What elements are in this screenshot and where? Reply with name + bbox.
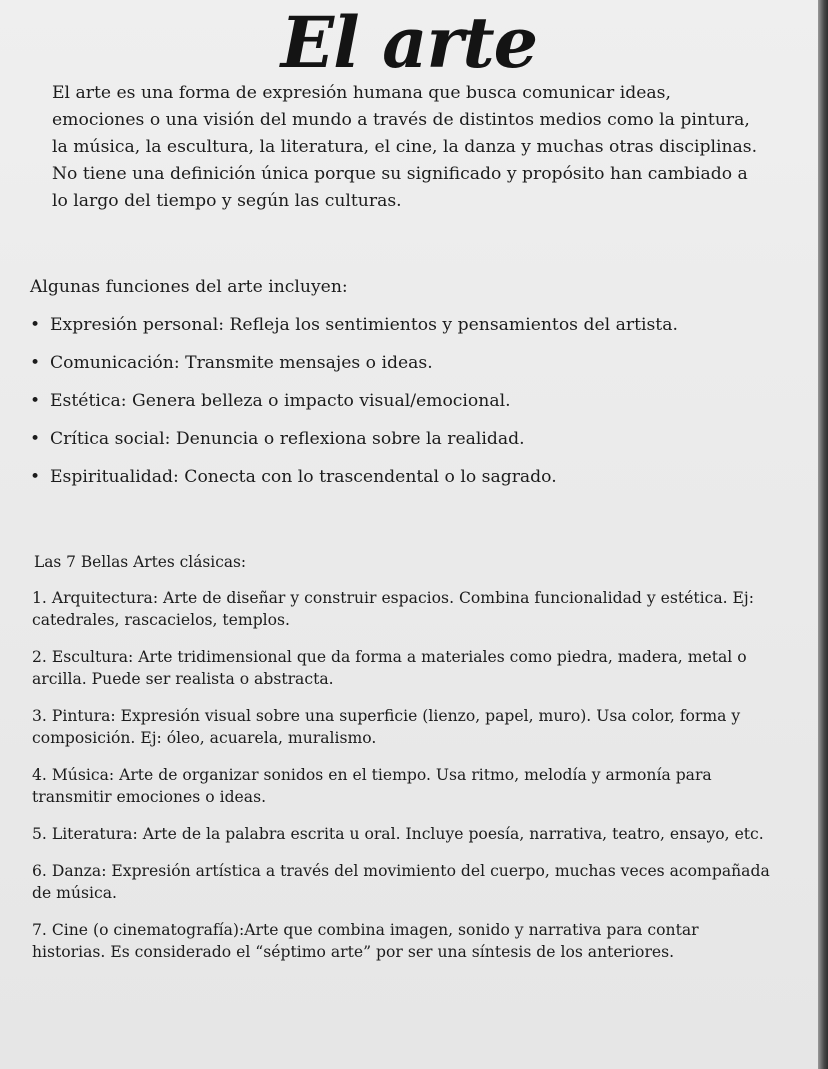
list-item: 1. Arquitectura: Arte de diseñar y construir espacios. Combina funcionalidad y estética. Ej: catedrales, rascacielos, templos. [32,589,755,629]
bullet-icon: • [30,315,41,335]
list-item: 3. Pintura: Expresión visual sobre una superficie (lienzo, papel, muro). Usa color, forma y composición. Ej: óleo, acuarela, muralismo. [32,707,741,747]
fine-arts-heading: Las 7 Bellas Artes clásicas: [34,553,247,571]
bullet-icon: • [30,467,41,487]
list-item: • Comunicación: Transmite mensajes o ideas. [30,353,433,373]
list-item: • Espiritualidad: Conecta con lo trascendental o lo sagrado. [30,467,557,487]
functions-list [30,313,770,503]
functions-heading: Algunas funciones del arte incluyen: [30,277,348,297]
list-item: 2. Escultura: Arte tridimensional que da forma a materiales como piedra, madera, metal o arcilla. Puede ser realista o abstracta. [32,648,747,688]
list-item: 6. Danza: Expresión artística a través del movimiento del cuerpo, muchas veces acompañada de música. [32,862,770,902]
intro-paragraph: El arte es una forma de expresión humana que busca comunicar ideas, emociones o una visión del mundo a través de distintos medios como la pintura, la música, la escultura, la literatura, el cine, la danza y muchas otras disciplinas. No tiene una definición única porque su significado y propósito han cambiado a lo largo del tiempo y según las culturas. [52,83,758,211]
bullet-icon: • [30,353,41,373]
list-item: 4. Música: Arte de organizar sonidos en el tiempo. Usa ritmo, melodía y armonía para transmitir emociones o ideas. [32,766,712,806]
bullet-icon: • [30,391,41,411]
page-edge-shadow [818,0,828,1069]
page-title: El arte [280,1,538,84]
fine-arts-list [32,587,776,978]
list-item: • Expresión personal: Refleja los sentimientos y pensamientos del artista. [30,315,678,335]
list-item: 7. Cine (o cinematografía):Arte que combina imagen, sonido y narrativa para contar historias. Es considerado el “séptimo arte” por ser una síntesis de los anteriores. [32,921,699,961]
list-item: • Estética: Genera belleza o impacto visual/emocional. [30,391,511,411]
bullet-icon: • [30,429,41,449]
list-item: • Crítica social: Denuncia o reflexiona sobre la realidad. [30,429,525,449]
list-item: 5. Literatura: Arte de la palabra escrita u oral. Incluye poesía, narrativa, teatro, ensayo, etc. [32,825,764,843]
